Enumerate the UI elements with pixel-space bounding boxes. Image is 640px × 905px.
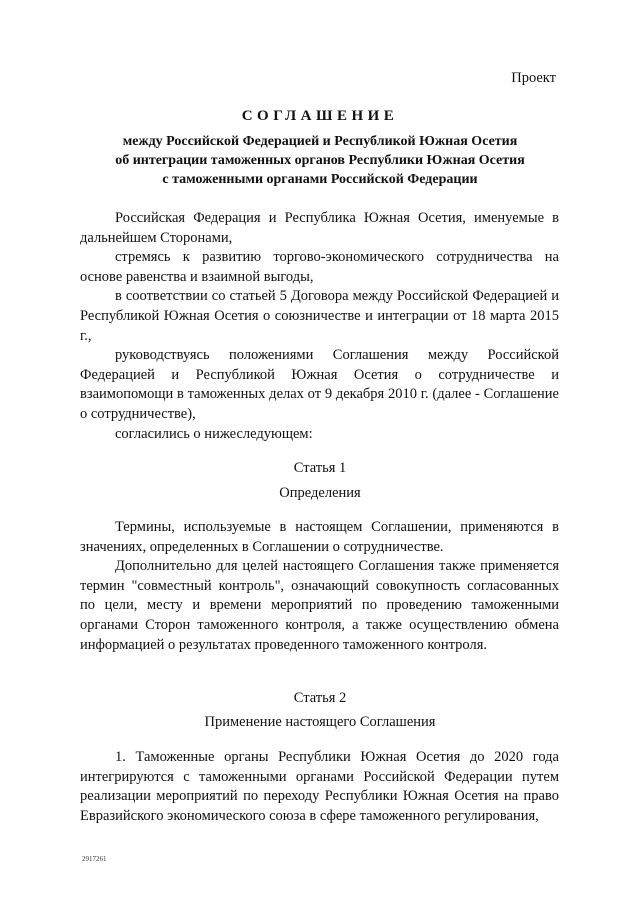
article-paragraph: 1. Таможенные органы Республики Южная Осетия до 2020 года интегрируются с таможенными органами Российской Федерации путем реализации мероприятий по переходу Республики Южная Осетия на право Евразийского экономического союза в сфере таможенного регулирования, xyxy=(80,749,559,824)
document-code: 2917261 xyxy=(82,855,107,863)
subtitle-line: между Российской Федерацией и Республикой Южная Осетия xyxy=(122,134,518,149)
article-1-heading: Определения xyxy=(279,485,361,501)
preamble-paragraph: руководствуясь положениями Соглашения между Российской Федерацией и Республикой Южная Осетия о сотрудничестве и взаимопомощи в таможенных делах от 9 декабря 2010 г. (далее - Соглашение о сотрудничестве), xyxy=(80,347,559,422)
preamble-paragraph: в соответствии со статьей 5 Договора между Российской Федерацией и Республикой Южная Осетия о союзничестве и интеграции от 18 марта 2015 г., xyxy=(80,288,559,344)
article-paragraph: Термины, используемые в настоящем Соглашении, применяются в значениях, определенных в Соглашении о сотрудничестве. xyxy=(80,519,559,555)
article-1-number: Статья 1 xyxy=(293,460,347,476)
article-1-body xyxy=(80,518,559,655)
preamble-paragraph: стремясь к развитию торгово-экономического сотрудничества на основе равенства и взаимной выгоды, xyxy=(80,249,559,285)
article-paragraph: Дополнительно для целей настоящего Соглашения также применяется термин "совместный контроль", означающий совокупность согласованных по цели, месту и времени мероприятий по проведению таможенными органами Сторон таможенного контроля, а также осуществлению обмена информацией о результатах проведенного таможенного контроля. xyxy=(80,558,559,653)
subtitle-line: с таможенными органами Российской Федерации xyxy=(162,172,478,187)
preamble xyxy=(80,209,559,444)
document-subtitle xyxy=(0,132,640,189)
preamble-paragraph: согласились о нижеследующем: xyxy=(115,425,313,442)
preamble-paragraph: Российская Федерация и Республика Южная Осетия, именуемые в дальнейшем Сторонами, xyxy=(80,210,559,246)
article-2-number: Статья 2 xyxy=(293,690,347,706)
draft-stamp: Проект xyxy=(511,70,556,86)
subtitle-line: об интеграции таможенных органов Республики Южная Осетия xyxy=(115,153,525,168)
article-2-body xyxy=(80,748,559,826)
article-2-heading: Применение настоящего Соглашения xyxy=(204,714,436,730)
document-title: СОГЛАШЕНИЕ xyxy=(241,108,399,124)
